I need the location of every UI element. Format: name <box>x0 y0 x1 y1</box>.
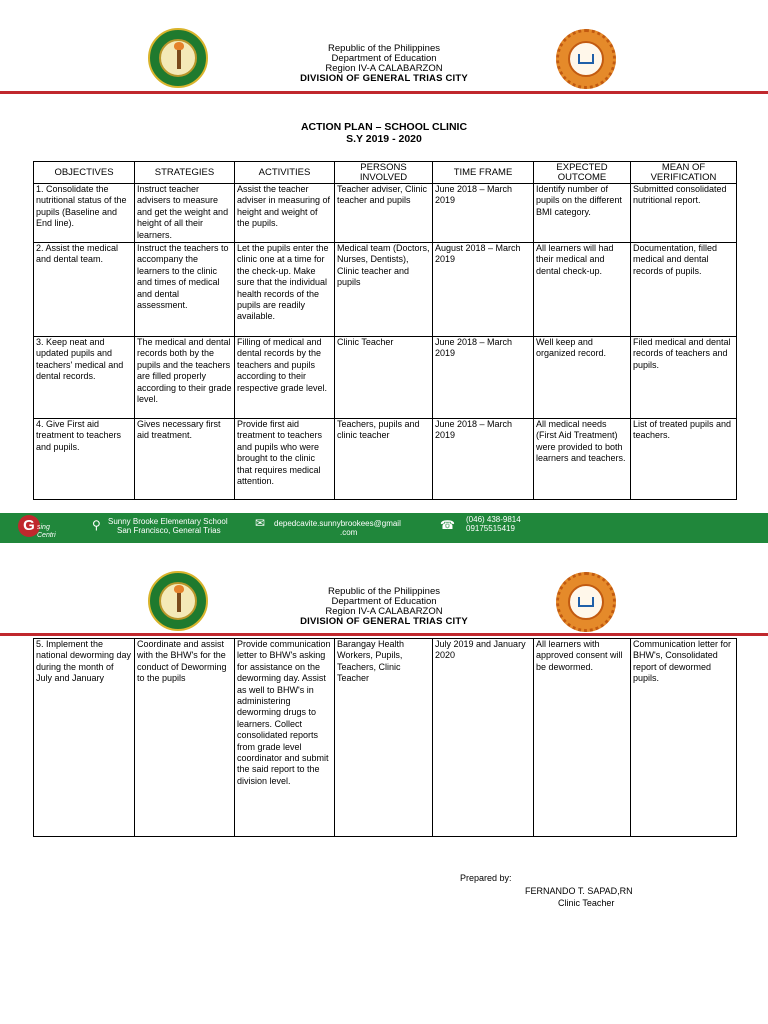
col-header-outcome: EXPECTED OUTCOME <box>534 162 631 184</box>
table-cell: July 2019 and January 2020 <box>433 639 534 837</box>
logo-caption <box>37 524 56 540</box>
table-row <box>34 337 737 419</box>
deped-division-seal-left <box>148 28 208 88</box>
prepared-by-label: Prepared by: <box>460 873 512 883</box>
table-cell: Instruct teacher advisers to measure and get the weight and height of all their learners. <box>135 184 235 243</box>
header-line-department: Department of Education <box>331 596 437 607</box>
col-header-activities: ACTIVITIES <box>235 162 335 184</box>
action-plan-table-continued <box>33 638 737 837</box>
table-cell: The medical and dental records both by the pupils and the teachers are filled properly according to their grade level. <box>135 337 235 419</box>
table-row <box>34 184 737 243</box>
letterhead-page2 <box>234 587 534 627</box>
email-text[interactable]: depedcavite.sunnybrookees@gmail <box>274 519 401 528</box>
table-cell: June 2018 – March 2019 <box>433 184 534 243</box>
phone-mobile: 09175515419 <box>466 524 515 533</box>
table-cell: June 2018 – March 2019 <box>433 419 534 500</box>
action-plan-table <box>33 161 737 500</box>
col-header-persons: PERSONS INVOLVED <box>335 162 433 184</box>
header-line-division: DIVISION OF GENERAL TRIAS CITY <box>300 616 468 627</box>
table-row <box>34 243 737 337</box>
table-cell: Coordinate and assist with the BHW's for the conduct of Deworming to the pupils <box>135 639 235 837</box>
email-text-cont[interactable]: .com <box>340 528 358 537</box>
table-cell: Teachers, pupils and clinic teacher <box>335 419 433 500</box>
school-email[interactable] <box>274 519 401 537</box>
letterhead <box>234 44 534 84</box>
school-name: Sunny Brooke Elementary School <box>108 517 228 526</box>
table-cell: Provide communication letter to BHW's asking for assistance on the deworming day. Assist as well to BHW's in administering deworming drugs to learners. Collect consolidated reports from grade level coordinator and submit the said report to the division level. <box>235 639 335 837</box>
table-cell: June 2018 – March 2019 <box>433 337 534 419</box>
preparer-name: FERNANDO T. SAPAD,RN <box>525 886 633 896</box>
preparer-role: Clinic Teacher <box>558 898 615 908</box>
title-line-2: S.Y 2019 - 2020 <box>346 133 422 145</box>
phone-icon: ☎ <box>440 518 455 532</box>
envelope-icon: ✉ <box>255 516 266 530</box>
col-header-strategies: STRATEGIES <box>135 162 235 184</box>
table-row <box>34 419 737 500</box>
col-header-objectives: OBJECTIVES <box>34 162 135 184</box>
table-cell: Communication letter for BHW's, Consolidated report of dewormed pupils. <box>631 639 737 837</box>
table-cell: All medical needs (First Aid Treatment) were provided to both learners and teachers. <box>534 419 631 500</box>
header-line-department: Department of Education <box>331 53 437 64</box>
table-cell: Clinic Teacher <box>335 337 433 419</box>
table-cell: 4. Give First aid treatment to teachers and pupils. <box>34 419 135 500</box>
phone-landline: (046) 438-9814 <box>466 515 521 524</box>
table-cell: List of treated pupils and teachers. <box>631 419 737 500</box>
table-cell: Medical team (Doctors, Nurses, Dentists), Clinic teacher and pupils <box>335 243 433 337</box>
school-location: San Francisco, General Trias <box>117 526 221 535</box>
table-cell: 3. Keep neat and updated pupils and teachers' medical and dental records. <box>34 337 135 419</box>
header-line-republic: Republic of the Philippines <box>328 586 440 597</box>
table-cell: 2. Assist the medical and dental team. <box>34 243 135 337</box>
table-cell: 5. Implement the national deworming day during the month of July and January <box>34 639 135 837</box>
header-line-republic: Republic of the Philippines <box>328 43 440 54</box>
header-divider <box>0 91 768 94</box>
footer-banner <box>0 513 768 543</box>
table-cell: Documentation, filled medical and dental records of pupils. <box>631 243 737 337</box>
table-cell: Let the pupils enter the clinic one at a time for the check-up. Make sure that the individual health records of the pupils are readily available. <box>235 243 335 337</box>
school-seal-right-page2 <box>556 572 616 632</box>
table-cell: Filling of medical and dental records by the teachers and pupils according to their respective grade level. <box>235 337 335 419</box>
header-line-division: DIVISION OF GENERAL TRIAS CITY <box>300 73 468 84</box>
table-cell: Filed medical and dental records of teachers and pupils. <box>631 337 737 419</box>
col-header-verification: MEAN OF VERIFICATION <box>631 162 737 184</box>
school-phone <box>466 515 521 533</box>
table-cell: All learners will had their medical and dental check-up. <box>534 243 631 337</box>
location-pin-icon: ⚲ <box>92 518 101 532</box>
school-logo-icon: G <box>18 515 40 537</box>
table-cell: Barangay Health Workers, Pupils, Teachers, Clinic Teacher <box>335 639 433 837</box>
header-divider-page2 <box>0 633 768 636</box>
table-cell: Submitted consolidated nutritional report. <box>631 184 737 243</box>
table-header-row <box>34 162 737 184</box>
deped-division-seal-left-page2 <box>148 571 208 631</box>
table-cell: Well keep and organized record. <box>534 337 631 419</box>
table-cell: Provide first aid treatment to teachers and pupils who were brought to the clinic that requires medical attention. <box>235 419 335 500</box>
header-line-region: Region IV-A CALABARZON <box>325 63 443 74</box>
table-cell: 1. Consolidate the nutritional status of the pupils (Baseline and End line). <box>34 184 135 243</box>
table-cell: Instruct the teachers to accompany the learners to the clinic and times of medical and dental assessment. <box>135 243 235 337</box>
header-line-region: Region IV-A CALABARZON <box>325 606 443 617</box>
school-seal-right <box>556 29 616 89</box>
logo-text: sing Centri <box>37 524 56 539</box>
table-row <box>34 639 737 837</box>
title-line-1: ACTION PLAN – SCHOOL CLINIC <box>300 121 468 133</box>
table-cell: All learners with approved consent will be dewormed. <box>534 639 631 837</box>
table-cell: Teacher adviser, Clinic teacher and pupils <box>335 184 433 243</box>
col-header-time-frame: TIME FRAME <box>433 162 534 184</box>
table-cell: Gives necessary first aid treatment. <box>135 419 235 500</box>
table-cell: Identify number of pupils on the different BMI category. <box>534 184 631 243</box>
school-address <box>108 517 228 535</box>
table-cell: August 2018 – March 2019 <box>433 243 534 337</box>
table-cell: Assist the teacher adviser in measuring of height and weight of the pupils. <box>235 184 335 243</box>
document-title <box>234 121 534 145</box>
